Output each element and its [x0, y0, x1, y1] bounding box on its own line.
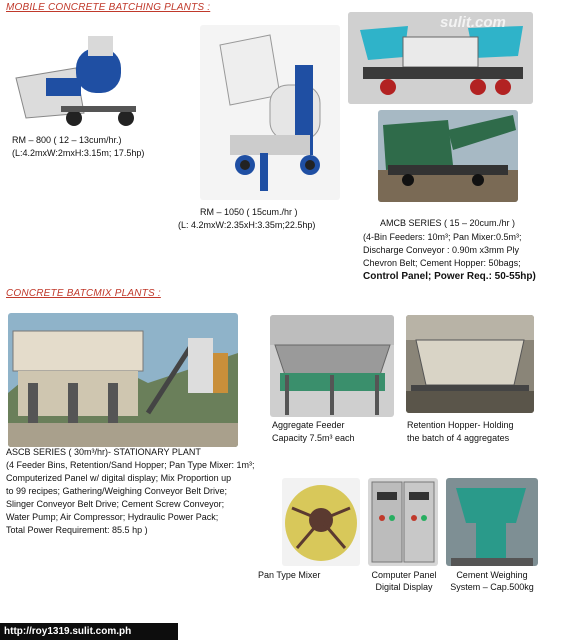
amcb-line1: (4-Bin Feeders: 10m³; Pan Mixer:0.5m³; — [363, 232, 522, 242]
pan-line1: Pan Type Mixer — [258, 570, 321, 580]
rm1050-spec: (L: 4.2mxW:2.35xH:3.35m;22.5hp) — [178, 220, 316, 230]
ascb-line-6: Total Power Requirement: 85.5 hp ) — [6, 525, 148, 535]
ascb-line-3: to 99 recipes; Gathering/Weighing Conveyor Belt Drive; — [6, 486, 227, 496]
amcb-line2: Discharge Conveyor : 0.90m x3mm Ply — [363, 245, 520, 255]
ascb-line-4: Slinger Conveyor Belt Drive; Cement Screw Conveyor; — [6, 499, 225, 509]
aggregate-line2: Capacity 7.5m³ each — [272, 433, 355, 443]
amcb-title: AMCB SERIES ( 15 – 20cum./hr ) — [380, 218, 516, 228]
cement-weighing-photo — [446, 478, 538, 566]
rm800-photo — [6, 18, 146, 130]
computer-line2: Digital Display — [375, 582, 433, 592]
amcb-line4: Control Panel; Power Req.: 50-55hp) — [363, 271, 536, 282]
footer-url[interactable]: http://roy1319.sulit.com.ph — [0, 623, 178, 640]
pan-mixer-photo — [282, 478, 360, 566]
ascb-line-1: (4 Feeder Bins, Retention/Sand Hopper; Pan Type Mixer: 1m³; — [6, 460, 255, 470]
rm1050-title: RM – 1050 ( 15cum./hr ) — [200, 207, 298, 217]
cement-line1: Cement Weighing — [456, 570, 528, 580]
aggregate-line1: Aggregate Feeder — [272, 420, 345, 430]
ascb-line-2: Computerized Panel w/ digital display; Mix Proportion up — [6, 473, 232, 483]
amcb-top-photo — [348, 12, 533, 104]
section-title-batcmix: CONCRETE BATCMIX PLANTS : — [6, 288, 161, 299]
cement-line2: System – Cap.500kg — [450, 582, 534, 592]
rm800-title: RM – 800 ( 12 – 13cum/hr.) — [12, 135, 122, 145]
watermark: sulit.com — [440, 14, 506, 31]
ascb-title: ASCB SERIES ( 30m³/hr)- STATIONARY PLANT — [6, 447, 201, 457]
retention-photo — [406, 315, 534, 413]
retention-line2: the batch of 4 aggregates — [407, 433, 510, 443]
aggregate-photo — [270, 315, 394, 417]
ascb-photo — [8, 313, 238, 447]
retention-line1: Retention Hopper- Holding — [407, 420, 514, 430]
rm800-spec: (L:4.2mxW:2mxH:3.15m; 17.5hp) — [12, 148, 145, 158]
computer-panel-photo — [368, 478, 438, 566]
ascb-line-5: Water Pump; Air Compressor; Hydraulic Power Pack; — [6, 512, 219, 522]
rm1050-photo — [200, 25, 340, 200]
amcb-line3: Chevron Belt; Cement Hopper: 50bags; — [363, 258, 521, 268]
computer-line1: Computer Panel — [371, 570, 437, 580]
section-title-mobile: MOBILE CONCRETE BATCHING PLANTS : — [6, 2, 211, 13]
amcb-photo — [378, 110, 518, 202]
